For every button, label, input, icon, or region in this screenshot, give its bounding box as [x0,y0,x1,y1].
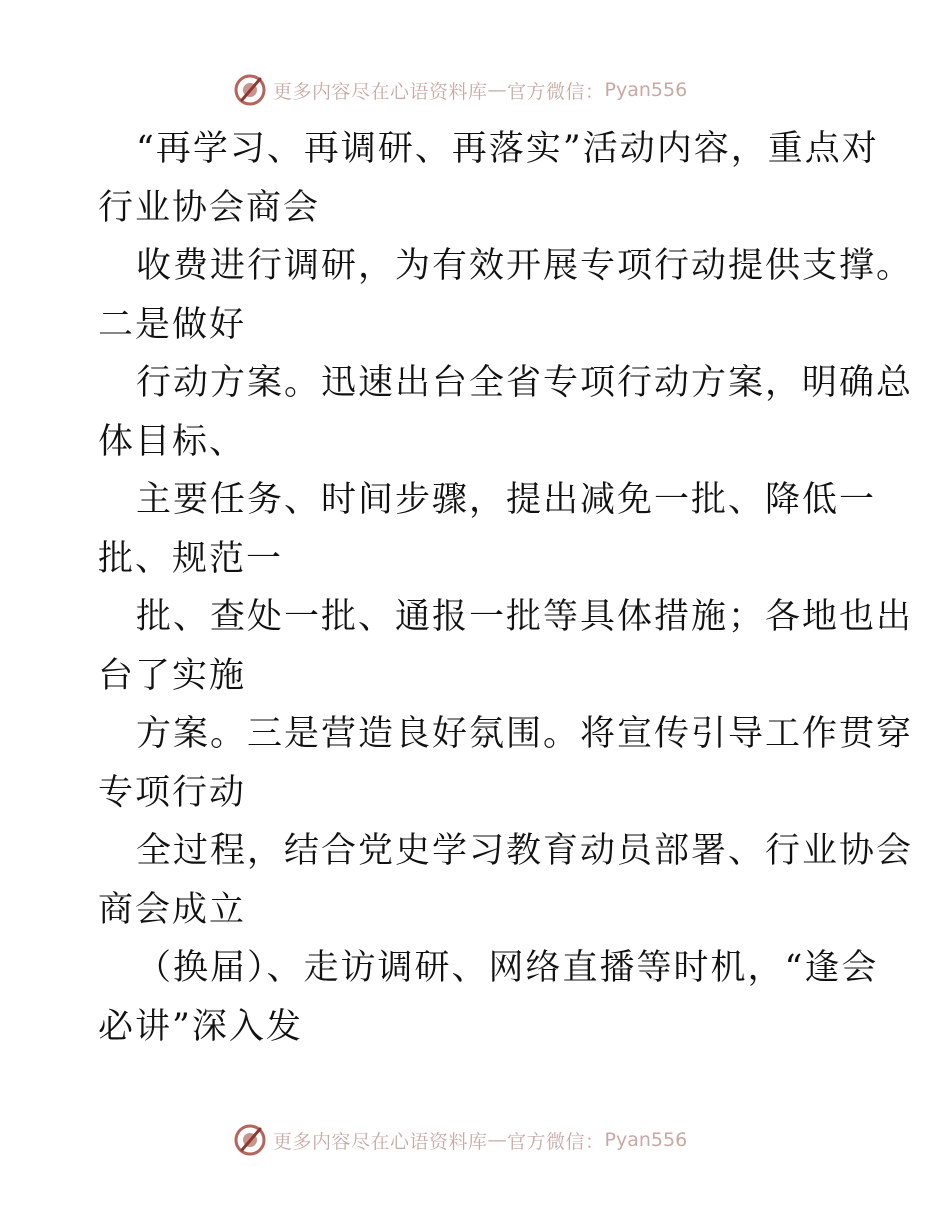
text-line: 体目标、 [98,421,247,462]
text-line: 专项行动 [98,772,247,813]
header-dash: — [487,79,508,101]
footer-brand: 更多内容尽在心语资料库 [273,1130,488,1153]
brand-logo-icon [233,1123,267,1157]
header-watermark [233,70,687,110]
footer-wechat-id: Pyan556 [604,1129,688,1151]
text-line: 主要任务、时间步骤，提出减免一批、降低一 [136,480,877,520]
text-line: 二是做好 [98,304,247,345]
header-contact-label: 官方微信： [507,80,605,103]
text-line: 全过程，结合党史学习教育动员部署、行业协会 [136,831,914,871]
brand-logo-icon [233,73,267,107]
footer-contact-label: 官方微信： [507,1130,605,1153]
text-line: 批、规范一 [98,538,284,579]
text-line: 台了实施 [98,655,247,696]
text-line: 行动方案。迅速出台全省专项行动方案，明确总 [136,363,914,403]
header-wechat-id: Pyan556 [604,79,688,101]
footer-dash: — [487,1129,508,1151]
text-line: 方案。三是营造良好氛围。将宣传引导工作贯穿 [136,714,914,754]
text-line: 行业协会商会 [98,187,321,228]
document-body [98,120,914,1056]
text-line: （换届）、走访调研、网络直播等时机，“逢会 [136,948,879,988]
text-line: 必讲”深入发 [98,1006,303,1047]
text-line: “再学习、再调研、再落实”活动内容，重点对 [136,129,879,169]
text-line: 商会成立 [98,889,247,930]
header-brand: 更多内容尽在心语资料库 [273,80,488,103]
text-line: 收费进行调研，为有效开展专项行动提供支撑。 [136,246,914,286]
text-line: 批、查处一批、通报一批等具体措施；各地也出 [136,597,914,637]
footer-watermark [233,1120,687,1160]
